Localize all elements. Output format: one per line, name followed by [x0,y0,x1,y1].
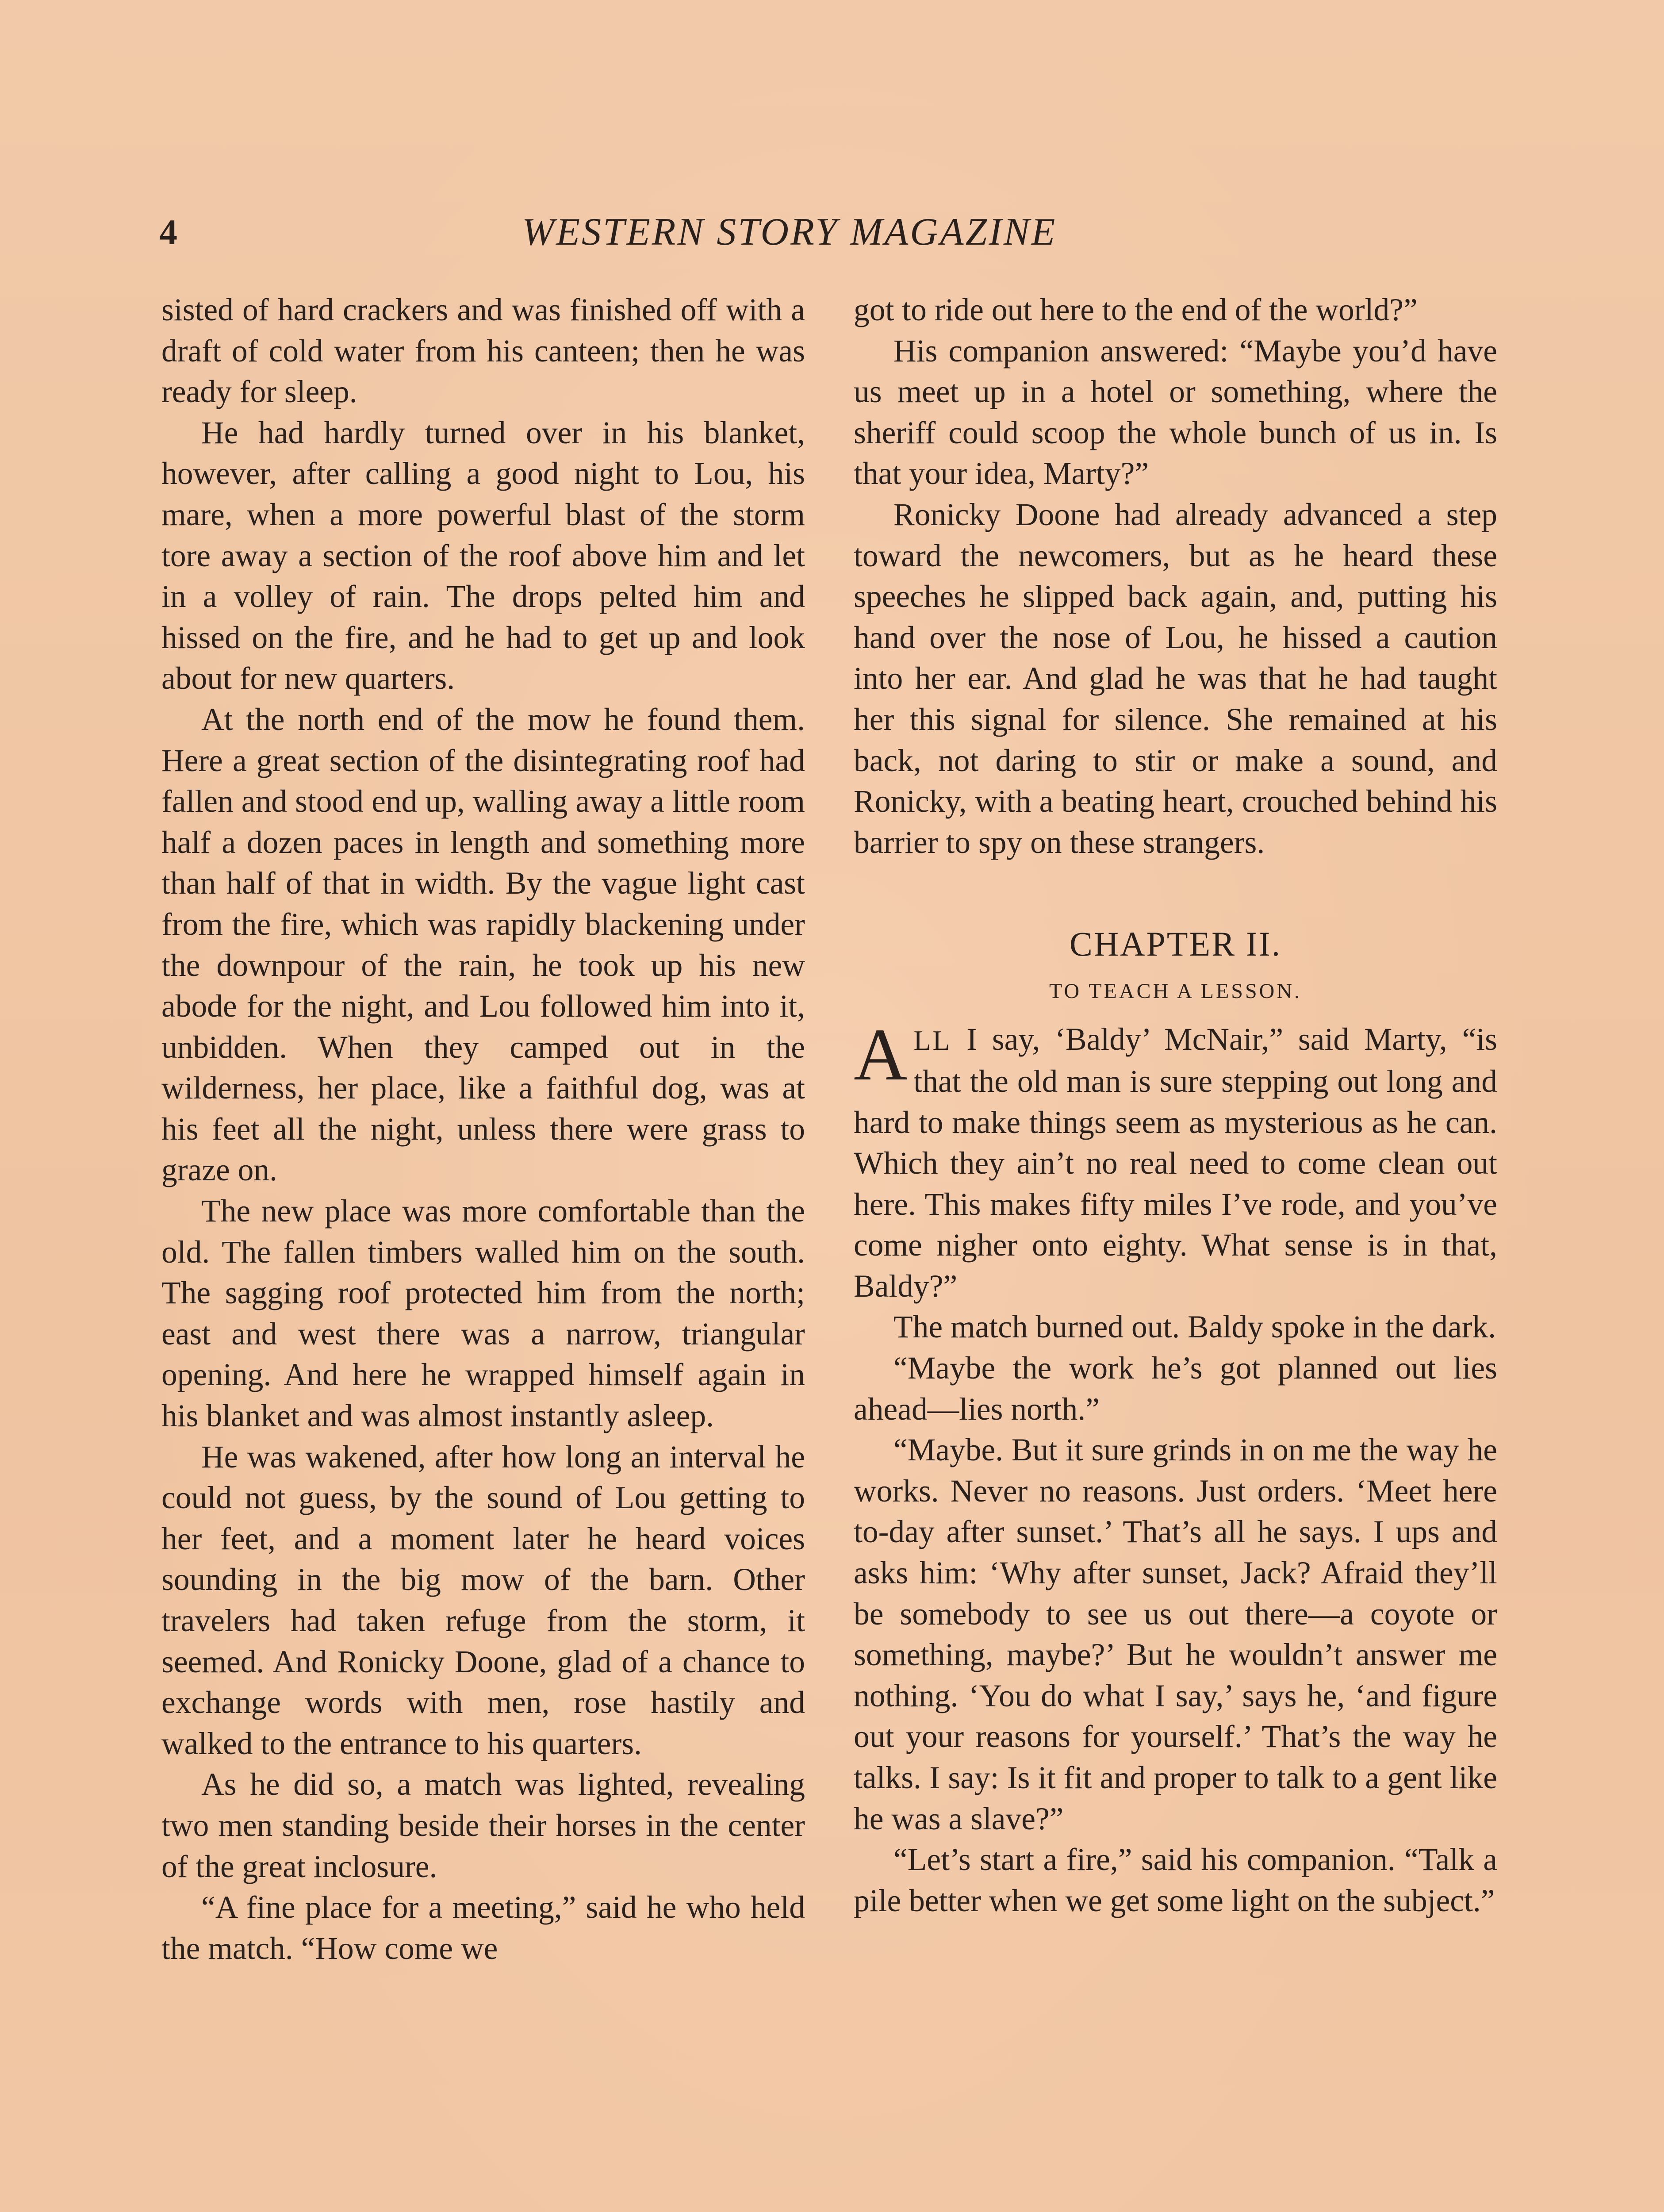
paragraph: “A fine place for a meeting,” said he who held the match. “How come we [161,1890,805,1966]
page-number: 4 [159,212,177,252]
paragraph: At the north end of the mow he found them. Here a great section of the disintegrating roof had fallen and stood end up, walling away a little room half a dozen paces in length and something more than half of that in width. By the vague light cast from the fire, which was rapidly blackening under the downpour of the rain, he took up his new abode for the night, and Lou followed him into it, unbidden. When they camped out in the wilderness, her place, like a faithful dog, was at his feet all the night, unless there were grass to graze on. [161,702,805,1188]
chapter-subtitle: TO TEACH A LESSON. [1049,979,1302,1003]
opening-text: I say, ‘Baldy’ McNair,” said Marty, “is that the old man is sure stepping out long and hard to make things seem as mysterious as he can. Which they ain’t no real need to come clean out here. This makes fifty miles I’ve rode, and you’ve come nigher onto eighty. What sense is in that, Baldy?” [854,1022,1497,1304]
paragraph: The match burned out. Baldy spoke in the dark. [893,1310,1496,1345]
page-header [159,208,1508,261]
paragraph: He had hardly turned over in his blanket, however, after calling a good night to Lou, his mare, when a more powerful blast of the storm tore away a section of the roof above him and let in a volley of rain. The drops pelted him and hissed on the fire, and he had to get up and look about for new quarters. [161,415,805,696]
opening-smallcaps: LL [913,1025,952,1056]
right-column [854,290,1497,1921]
paragraph: “Maybe the work he’s got planned out lies ahead—lies north.” [854,1351,1497,1427]
paragraph: “Let’s start a fire,” said his companion. “Talk a pile better when we get some light on the subject.” [854,1842,1497,1918]
drop-cap: A [854,1014,908,1096]
chapter-title: CHAPTER II. [1069,925,1282,964]
paragraph: Ronicky Doone had already advanced a step toward the newcomers, but as he heard these speeches he slipped back again, and, putting his hand over the nose of Lou, he hissed a caution into her ear. And glad he was that he had taught her this signal for silence. She remained at his back, not daring to stir or make a sound, and Ronicky, with a beating heart, crouched behind his barrier to spy on these strangers. [854,497,1497,860]
paragraph: The new place was more comfortable than the old. The fallen timbers walled him on the south. The sagging roof protected him from the north; east and west there was a narrow, triangular opening. And here he wrapped himself again in his blanket and was almost instantly asleep. [161,1194,805,1434]
chapter-opening-paragraph [854,1014,1497,1307]
left-column [161,290,805,1969]
magazine-title: WESTERN STORY MAGAZINE [522,211,1057,253]
paragraph: sisted of hard crackers and was finished off with a draft of cold water from his canteen; then he was ready for sleep. [161,292,805,410]
paragraph: His companion answered: “Maybe you’d have us meet up in a hotel or something, where the sheriff could scoop the whole bunch of us in. Is that your idea, Marty?” [854,333,1497,492]
paragraph: got to ride out here to the end of the world?” [854,292,1418,327]
paragraph: As he did so, a match was lighted, revealing two men standing beside their horses in the center of the great inclosure. [161,1767,805,1884]
paragraph: He was wakened, after how long an interval he could not guess, by the sound of Lou getting to her feet, and a moment later he heard voices sounding in the big mow of the barn. Other travelers had taken refuge from the storm, it seemed. And Ronicky Doone, glad of a chance to exchange words with men, rose hastily and walked to the entrance to his quarters. [161,1439,805,1761]
paragraph: “Maybe. But it sure grinds in on me the way he works. Never no reasons. Just orders. ‘Meet here to-day after sunset.’ That’s all he says. I ups and asks him: ‘Why after sunset, Jack? Afraid they’ll be somebody to see us out there—a coyote or something, maybe?’ But he wouldn’t answer me nothing. ‘You do what I say,’ says he, ‘and figure out your reasons for yourself.’ That’s the way he talks. I say: Is it fit and proper to talk to a gent like he was a slave?” [854,1432,1497,1836]
